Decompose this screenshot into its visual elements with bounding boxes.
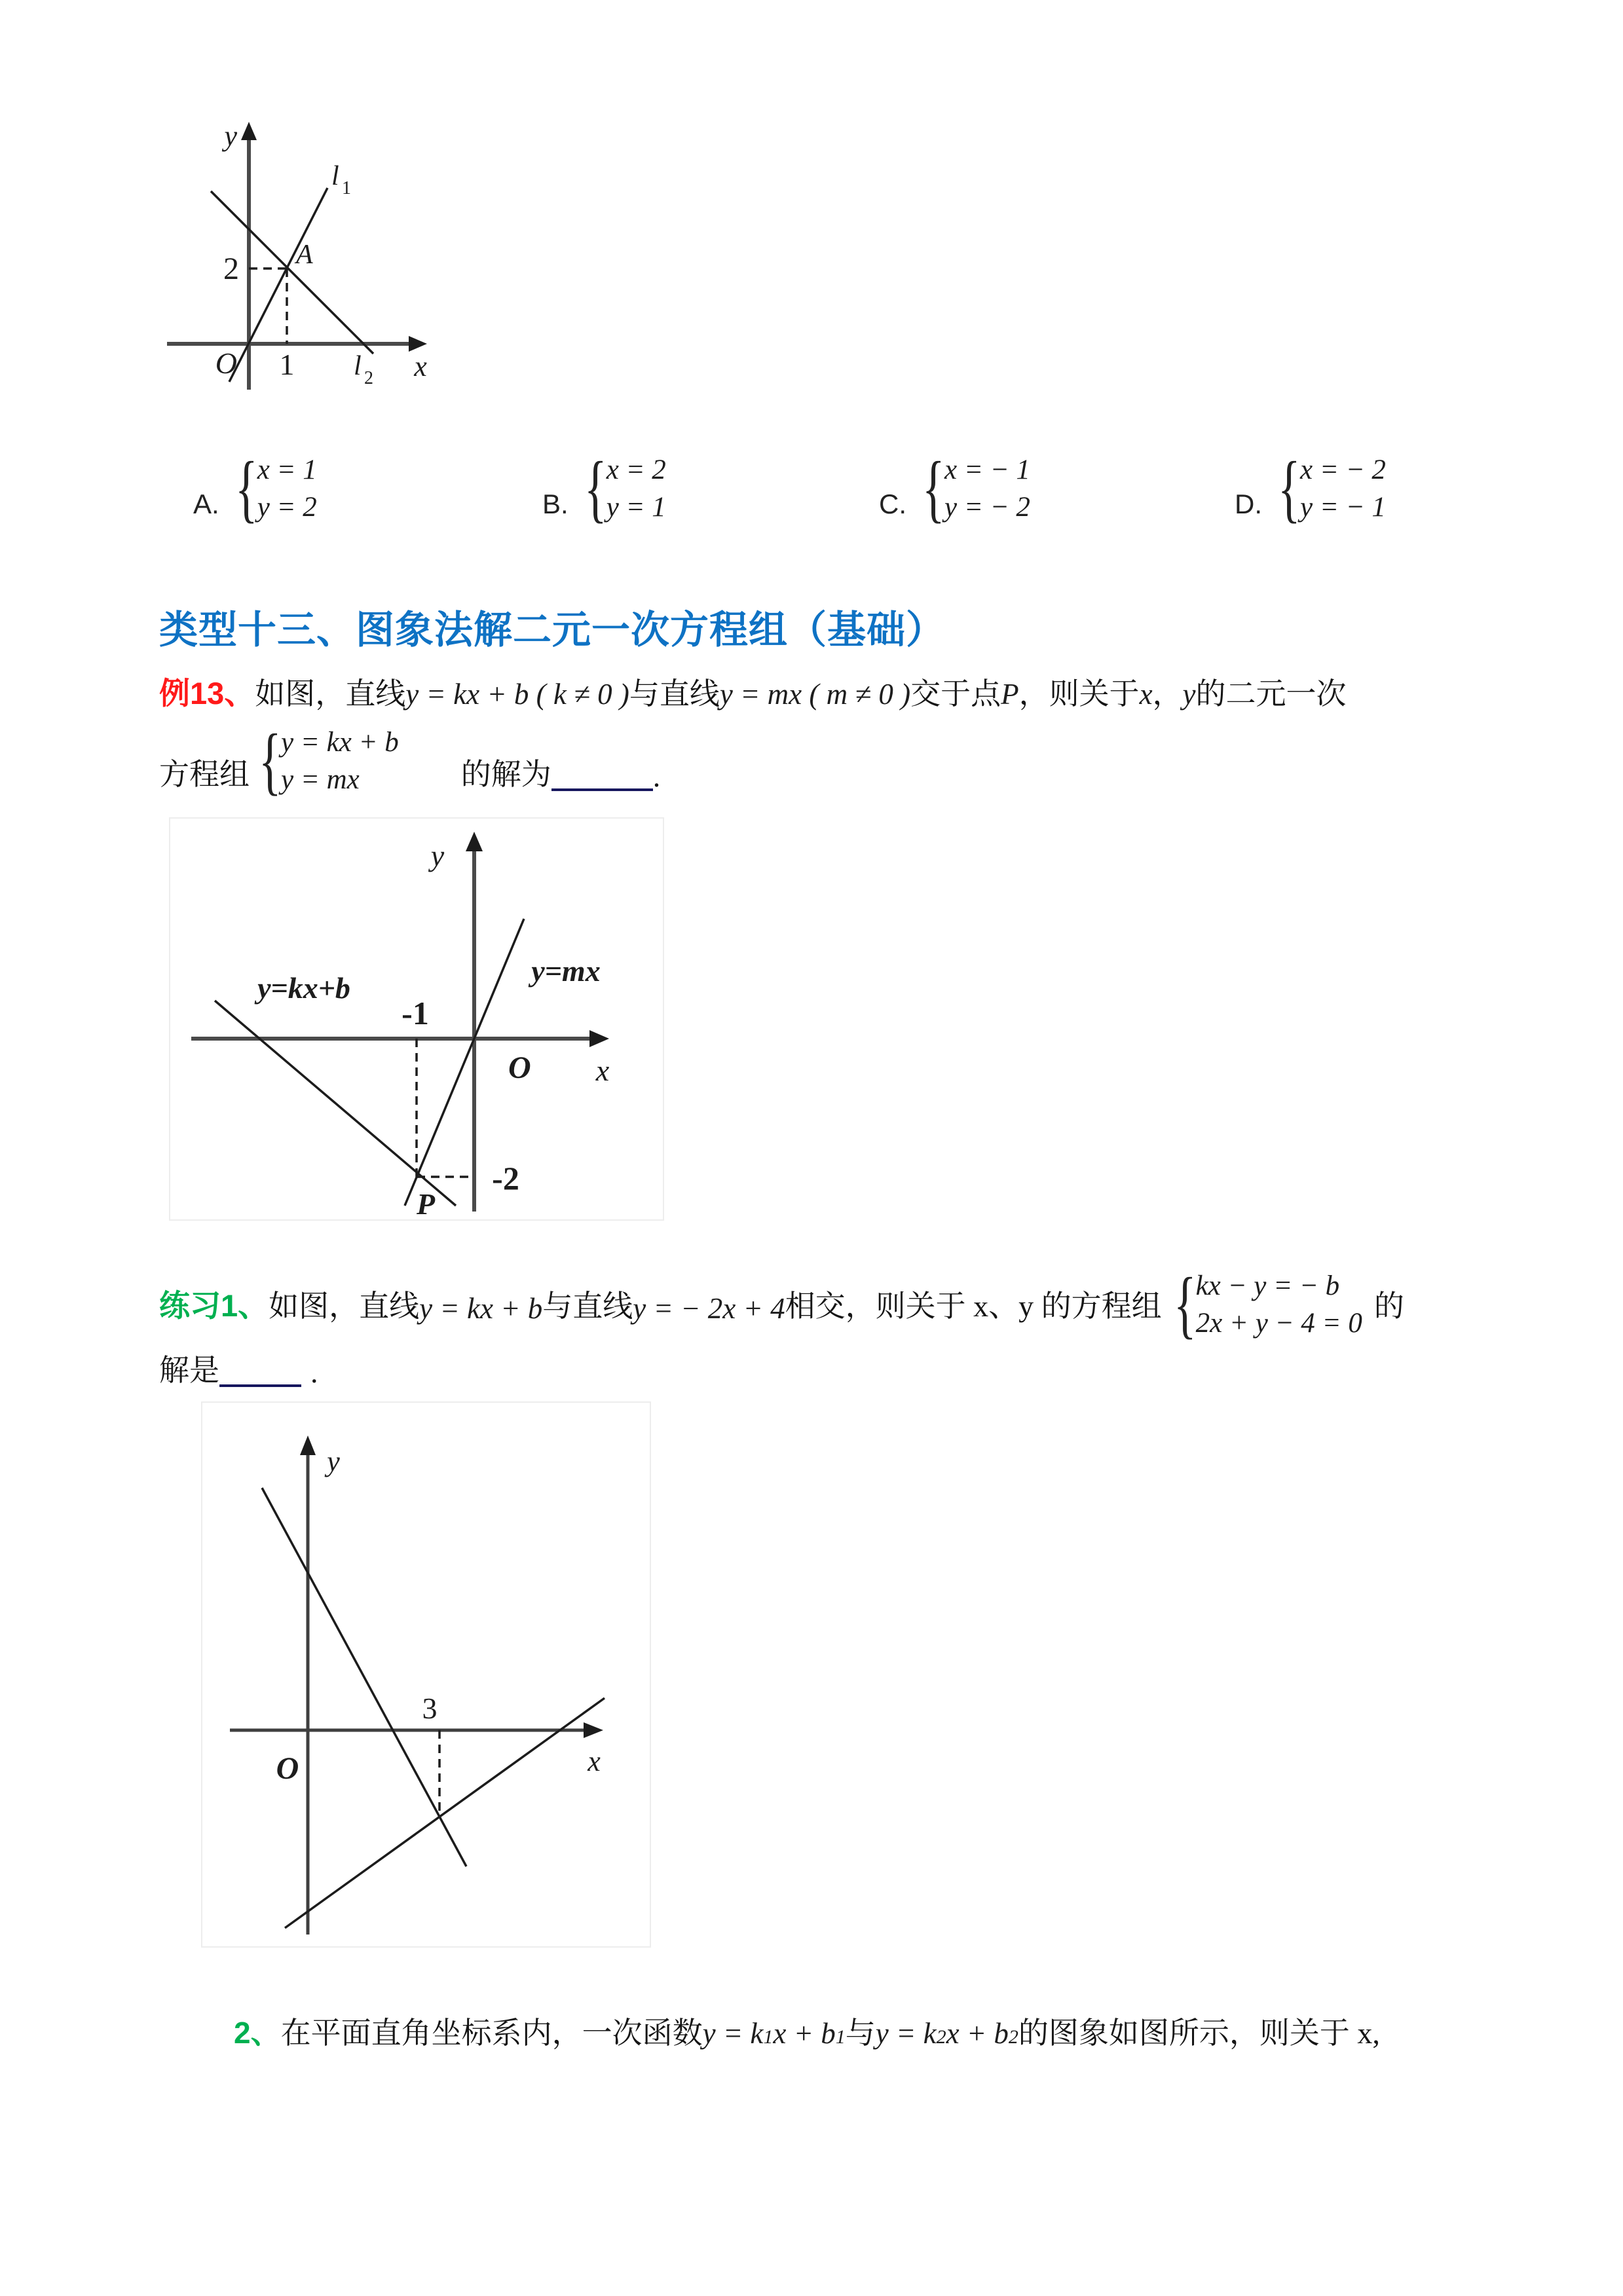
y-tick-2: 2 (223, 251, 239, 286)
practice1-system (1168, 1263, 1362, 1346)
item2-math1-b: x + b (773, 2017, 836, 2050)
x-axis-label: x (588, 1745, 601, 1777)
example13-seg6: 的二元一次 (1195, 677, 1347, 711)
brace-icon: { (1277, 447, 1301, 530)
example13-math1: y = kx + b ( k ≠ 0 ) (405, 678, 629, 711)
option-a-label: A. (193, 489, 219, 519)
practice1-line2 (159, 1348, 318, 1390)
practice1-period: . (310, 1356, 318, 1389)
brace-icon: { (258, 719, 282, 803)
practice1-tag: 练习1、 (159, 1288, 269, 1323)
origin-label: O (508, 1050, 531, 1085)
item2-math2-sub2: 2 (1008, 2026, 1018, 2048)
x-axis-arrow-icon (589, 1030, 609, 1047)
graph-practice1 (202, 1403, 650, 1946)
line-l1 (229, 188, 327, 382)
example13-seg3: 交于点 (910, 677, 1001, 711)
y-axis-label: y (430, 839, 445, 872)
option-d-system (1273, 447, 1386, 530)
x-tick-3: 3 (422, 1692, 438, 1725)
option-c-eq-top: x = − 1 (944, 454, 1030, 485)
option-a-eq-top: x = 1 (257, 454, 317, 485)
practice1-seg4: 的 (1373, 1289, 1404, 1323)
practice1-figure-box (201, 1401, 651, 1948)
line-increasing (285, 1698, 605, 1928)
option-a (193, 447, 317, 530)
y-axis-label: y (327, 1445, 340, 1477)
example13-math2: y = mx ( m ≠ 0 ) (719, 678, 911, 711)
item2-math2-b: x + b (946, 2017, 1009, 2050)
x-tick-neg1: -1 (401, 995, 429, 1031)
option-a-system (230, 447, 317, 530)
practice1-line1 (159, 1219, 1404, 1345)
x-axis-arrow-icon (584, 1722, 603, 1738)
brace-icon: { (922, 447, 945, 530)
practice1-seg3: 相交，则关于 x、y 的方程组 (785, 1289, 1162, 1323)
option-b-eq-bottom: y = 1 (606, 492, 666, 523)
brace-icon: { (584, 447, 607, 530)
answer-blank (219, 1361, 301, 1387)
item2-math1-a: y = k (702, 2017, 764, 2050)
answer-blank (551, 765, 653, 791)
y-axis-arrow-icon (466, 832, 483, 851)
x-axis-label: x (414, 350, 427, 382)
option-a-eq-bottom: y = 2 (257, 492, 317, 523)
option-b-system (579, 447, 666, 530)
option-b-label: B. (542, 489, 569, 519)
x-tick-1: 1 (279, 348, 295, 381)
item2-math1-sub2: 1 (835, 2026, 846, 2048)
example13-seg5: ， (1152, 677, 1183, 711)
y-axis-arrow-icon (241, 122, 257, 140)
example13-seg1: 如图，直线 (255, 677, 406, 711)
option-c-eq-bottom: y = − 2 (944, 492, 1030, 523)
brace-icon: { (234, 447, 258, 530)
practice1-system-top: kx − y = − b (1195, 1270, 1340, 1301)
option-c-system (917, 447, 1030, 530)
line-l2-subscript: 2 (364, 368, 373, 388)
option-d-eq-top: x = − 2 (1300, 454, 1386, 485)
practice1-seg1: 如图，直线 (269, 1289, 420, 1323)
example13-math3: P (1001, 678, 1019, 711)
y-axis-arrow-icon (300, 1435, 316, 1455)
line-l2-label: l (354, 351, 362, 381)
point-p-label: P (416, 1187, 436, 1219)
option-d-eq-bottom: y = − 1 (1300, 492, 1386, 523)
item2-seg1: 在平面直角坐标系内，一次函数 (280, 2016, 703, 2050)
item2-math2-sub1: 2 (936, 2026, 946, 2048)
item2-math1-sub1: 1 (763, 2026, 774, 2048)
point-a-label: A (296, 240, 313, 270)
example13-line2-prefix: 方程组 (159, 758, 250, 791)
option-b (542, 447, 666, 530)
example13-period: . (652, 760, 661, 793)
origin-label: O (215, 346, 237, 380)
example13-system (253, 719, 399, 803)
example13-seg4: ，则关于 (1018, 677, 1140, 711)
example13-math5: y (1182, 678, 1196, 711)
practice1-math1: y = kx + b (419, 1292, 543, 1325)
item2-tag: 2、 (234, 2016, 281, 2050)
item2-seg2: 与 (845, 2016, 876, 2050)
option-c (879, 447, 1030, 530)
x-axis-arrow-icon (409, 336, 427, 352)
origin-label: O (276, 1751, 299, 1786)
item2-math2-a: y = k (875, 2017, 937, 2050)
item2-seg3: 的图象如图所示，则关于 x, (1018, 2016, 1380, 2050)
line-l1-subscript: 1 (342, 178, 351, 198)
example13-solve-text: 的解为 (460, 758, 551, 791)
practice1-seg2: 与直线 (542, 1289, 633, 1323)
example13-line1 (159, 669, 1347, 713)
practice1-math2: y = − 2x + 4 (633, 1292, 785, 1325)
example13-system-top: y = kx + b (281, 726, 399, 758)
example13-system-bottom: y = mx (281, 764, 360, 795)
example13-figure-box (169, 817, 664, 1221)
example13-line2 (159, 715, 661, 803)
line-kxb-equation-label: y=kx+b (257, 971, 350, 1005)
practice1-solve-text: 解是 (159, 1354, 219, 1387)
line-decreasing (262, 1488, 466, 1866)
option-c-label: C. (879, 489, 906, 519)
option-b-eq-top: x = 2 (606, 454, 666, 485)
practice1-system-bottom: 2x + y − 4 = 0 (1195, 1308, 1362, 1339)
x-axis-label: x (595, 1054, 610, 1087)
example13-math4: x (1139, 678, 1153, 711)
y-tick-neg2: -2 (492, 1160, 519, 1196)
example13-tag: 例13、 (159, 676, 255, 711)
graph-l1-l2-intersection (157, 111, 439, 393)
line-l1-label: l (331, 161, 339, 191)
y-axis-label: y (224, 120, 237, 152)
option-d-label: D. (1235, 489, 1262, 519)
example13-seg2: 与直线 (629, 677, 720, 711)
graph-kxb-mx (170, 819, 663, 1219)
line-mx-equation-label: y=mx (531, 954, 601, 988)
option-d (1235, 447, 1386, 530)
section-heading: 类型十三、图象法解二元一次方程组（基础） (159, 608, 946, 652)
item2-line (234, 2009, 1380, 2052)
brace-icon: { (1173, 1263, 1197, 1346)
